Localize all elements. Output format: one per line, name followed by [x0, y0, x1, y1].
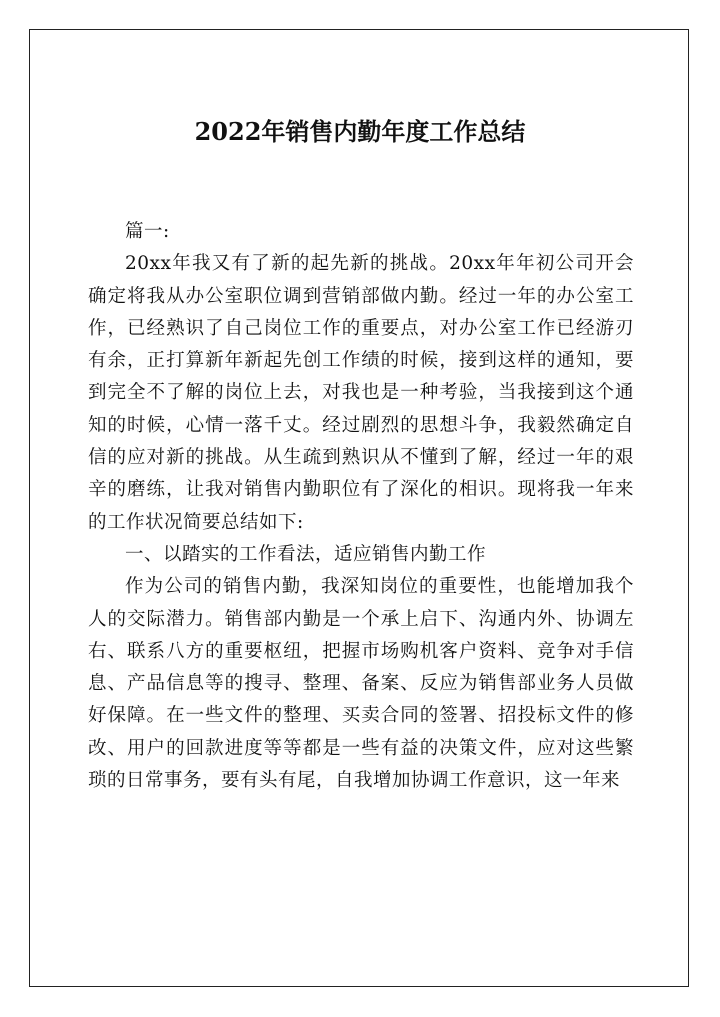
body-paragraph: 作为公司的销售内勤，我深知岗位的重要性，也能增加我个人的交际潜力。销售部内勤是一个承上启下、沟通内外、协调左右、联系八方的重要枢纽，把握市场购机客户资料、竞争对手信息、产品信息等的搜寻、整理、备案、反应为销售部业务人员做好保障。在一些文件的整理、买卖合同的签署、招投标文件的修改、用户的回款进度等等都是一些有益的决策文件，应对这些繁琐的日常事务，要有头有尾，自我增加协调工作意识，这一年来 [88, 576, 634, 792]
section-label: 篇一: [125, 221, 170, 242]
document-body [88, 216, 634, 797]
document-title: 2022年销售内勤年度工作总结 [194, 117, 526, 146]
section-heading: 一、以踏实的工作看法，适应销售内勤工作 [125, 543, 487, 565]
body-paragraph: 20xx年我又有了新的起先新的挑战。20xx年年初公司开会确定将我从办公室职位调到营销部做内勤。经过一年的办公室工作，已经熟识了自己岗位工作的重要点，对办公室工作已经游刃有余，正打算新年新起先创工作绩的时候，接到这样的通知，要到完全不了解的岗位上去，对我也是一种考验，当我接到这个通知的时候，心情一落千丈。经过剧烈的思想斗争，我毅然确定自信的应对新的挑战。从生疏到熟识从不懂到了解，经过一年的艰辛的磨练，让我对销售内勤职位有了深化的相识。现将我一年来的工作状况简要总结如下: [88, 253, 634, 533]
